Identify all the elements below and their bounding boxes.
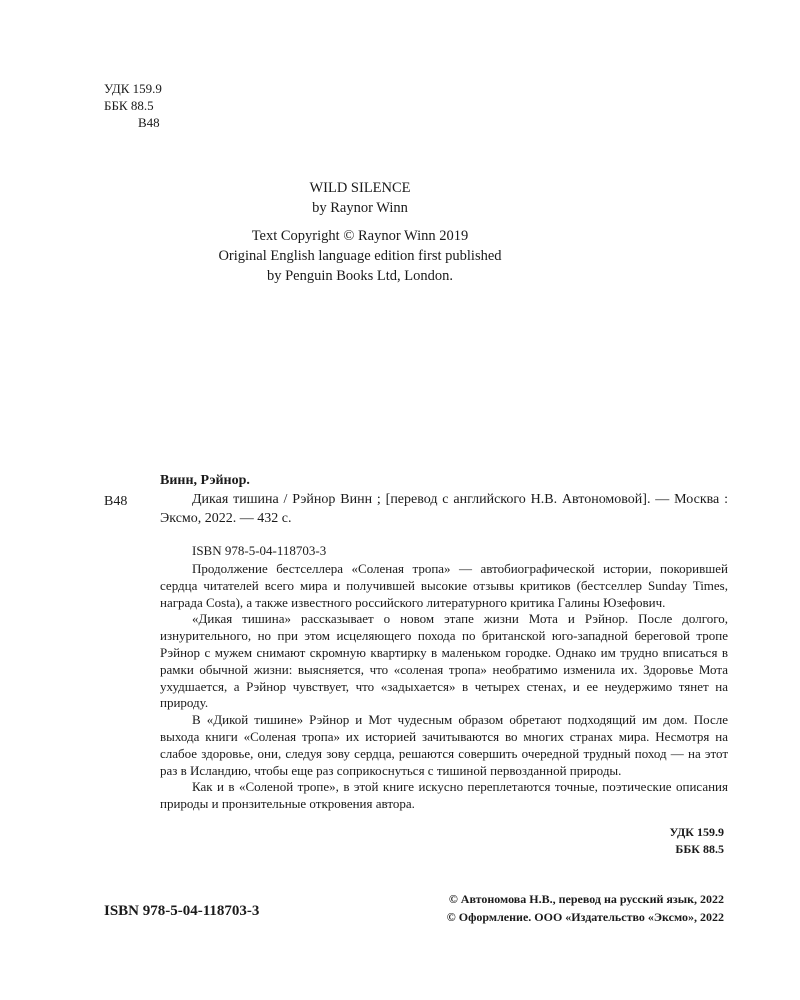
design-copyright: © Оформление. ООО «Издательство «Эксмо», 2022 <box>446 910 724 924</box>
classification-block <box>104 80 162 131</box>
original-copyright: Text Copyright © Raynor Winn 2019 <box>251 228 469 244</box>
author-heading: Винн, Рэйнор. <box>160 473 250 488</box>
original-title: WILD SILENCE <box>309 180 411 196</box>
footer-classification <box>669 824 724 858</box>
original-publisher: by Penguin Books Ltd, London. <box>266 268 454 284</box>
bbk-code: ББК 88.5 <box>104 98 154 113</box>
bibliographic-record <box>160 471 728 560</box>
translation-copyright: © Автономова Н.В., перевод на русский язык, 2022 <box>448 892 724 906</box>
footer-bbk: ББК 88.5 <box>675 842 724 856</box>
annotation-paragraph: Как и в «Соленой тропе», в этой книге искусно переплетаются точные, поэтические описания природы и пронзительные откровения автора. <box>160 779 728 812</box>
copyright-block <box>447 890 724 926</box>
isbn-main: ISBN 978-5-04-118703-3 <box>104 903 260 919</box>
original-edition: Original English language edition first published <box>218 248 502 264</box>
bibliographic-description: Дикая тишина / Рэйнор Винн ; [перевод с английского Н.В. Автономовой]. — Москва : Эксмо, 2022. — 432 с. <box>160 492 728 526</box>
annotation-paragraph: Продолжение бестселлера «Соленая тропа» — автобиографической истории, покорившей сердца читателей всего мира и получившей высокие отзывы критиков (бестселлер Sunday Times, награда Costa), а также известного российского литературного критика Галины Юзефович. <box>160 561 728 610</box>
annotation-paragraph: «Дикая тишина» рассказывает о новом этапе жизни Мота и Рэйнор. После долгого, изнурительного, но при этом исцеляющего похода по британской юго-западной береговой тропе Рэйнор с мужем снимают скромную квартирку в маленьком городке. Однако им трудно вписаться в рамки обычной жизни: выясняется, что «соленая тропа» необратимо изменила их. Здоровье Мота ухудшается, а Рэйнор чувствует, что «задыхается» в четырех стенах, и ее неудержимо тянет на природу. <box>160 611 728 711</box>
footer-udk: УДК 159.9 <box>669 825 724 839</box>
record-index: В48 <box>104 494 128 509</box>
original-edition-block <box>160 178 560 286</box>
annotation <box>160 561 728 813</box>
original-author: by Raynor Winn <box>312 200 408 216</box>
record-isbn: ISBN 978-5-04-118703-3 <box>192 543 327 558</box>
annotation-paragraph: В «Дикой тишине» Рэйнор и Мот чудесным образом обретают подходящий им дом. После выхода книги «Соленая тропа» их историей зачитываются во многих странах мира. Несмотря на слабое здоровье, они, следуя зову сердца, решаются совершить очередной трудный поход — на этот раз в Исландию, чтобы еще раз соприкоснуться с тишиной первозданной природы. <box>160 712 728 778</box>
author-index: В48 <box>138 115 160 130</box>
udk-code: УДК 159.9 <box>104 81 162 96</box>
